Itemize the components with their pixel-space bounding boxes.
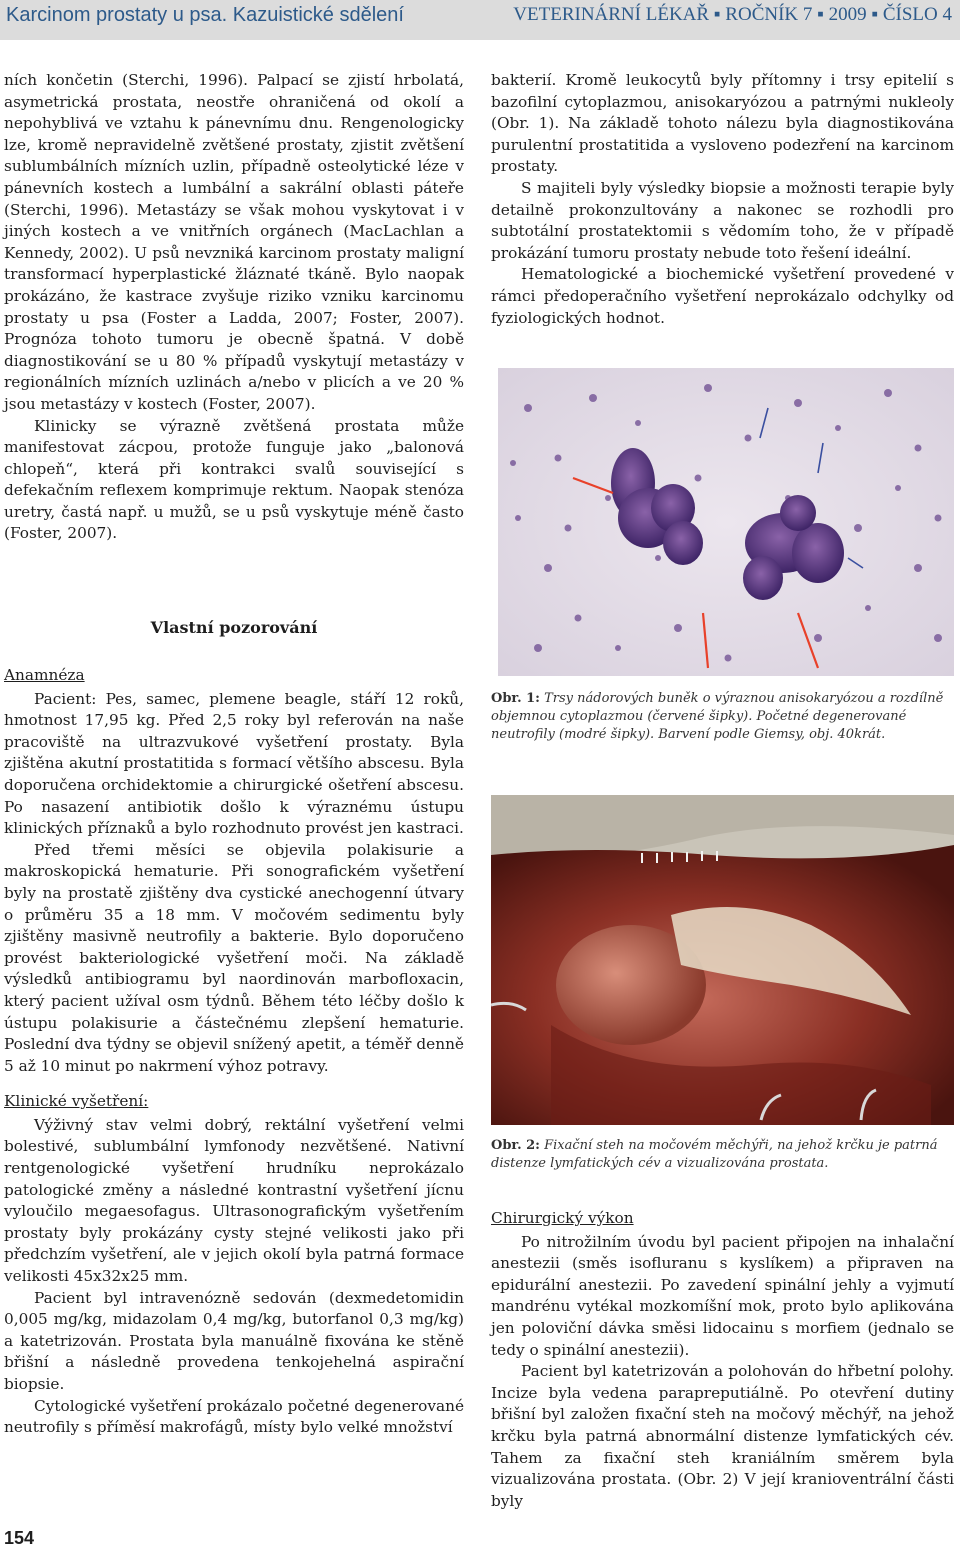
caption-label: Obr. 1: — [491, 691, 540, 706]
caption-text: Fixační steh na močovém měchýři, na jehož krčku je patrná distenze lymfatických cév a vizualizována prostata. — [491, 1138, 938, 1171]
caption-label: Obr. 2: — [491, 1138, 540, 1153]
paragraph: Před třemi měsíci se objevila polakisurie a makroskopická hematurie. Při sonografickém vyšetření byly na prostatě zjištěny dva cystické anechogenní útvary o průměru 35 a 18 mm. V močovém sedimentu byly zjištěny masivně neutrofily a bakterie. Bylo doporučeno provést bakteriologické vyšetření moči. Na základě výsledků antibiogramu byl naordinován marbofloxacin, který pacient užíval osm týdnů. Během této léčby došlo k ústupu polakisurie a částečnému zlepšení hematurie. Poslední dva týdny se objevil snížený apetit, a téměř denně 5 až 10 minut po nakrmení výhoz potravy. — [4, 840, 464, 1075]
caption-text: Trsy nádorových buněk o výraznou anisokaryózou a rozdílně objemnou cytoplazmou (červené šipky). Početné degenerované neutrofily (modré šipky). Barvení podle Giemsy, obj. 40krát. — [491, 691, 944, 742]
paragraph: Výživný stav velmi dobrý, rektální vyšetření velmi bolestivé, sublumbální lymfonody nezvětšené. Nativní rentgenologické vyšetření hrudníku neprokázalo patologické změny a následné kontrastní vyšetření jícnu vyloučilo megaesofagus. Ultrasonografickým vyšetřením prostaty byly prokázány cysty stejné velikosti jako při předchzím vyšetření, ale v jejich okolí byla patrná formace velikosti 45x32x25 mm. — [4, 1115, 464, 1286]
paragraph: Po nitrožilním úvodu byl pacient připojen na inhalační anestezii (směs isofluranu s kyslíkem) a připraven na epidurální anestezii. Po zavedení spinální jehly a vyjmutí mandrénu vytékal mozkomíšní mok, proto bylo aplikována jen poloviční dávka směsi lidocainu s morfiem (jednalo se tedy o spinální anestezii). — [491, 1232, 954, 1359]
page-number: 154 — [4, 1528, 35, 1548]
subheading-chirurgicky-vykon: Chirurgický výkon — [491, 1209, 634, 1227]
left-column-bottom — [4, 665, 464, 1439]
left-column-top — [4, 70, 464, 545]
figure-1-caption — [491, 690, 954, 744]
running-header — [0, 0, 960, 40]
header-journal-info: VETERINÁRNÍ LÉKAŘ ▪ ROČNÍK 7 ▪ 2009 ▪ ČÍSLO 4 — [513, 4, 952, 25]
subheading-klinicke: Klinické vyšetření: — [4, 1092, 149, 1111]
figure-2-caption — [491, 1137, 954, 1173]
right-column-top — [491, 70, 954, 329]
paragraph: Pacient byl intravenózně sedován (dexmedetomidin 0,005 mg/kg, midazolam 0,4 mg/kg, butorfanol 0,3 mg/kg) a katetrizován. Prostata byla manuálně fixována ke stěně břišní a následně provedena tenkojehelná aspirační biopsie. — [4, 1288, 464, 1393]
figure-surgical-photo — [491, 795, 954, 1125]
figure-cytology-micrograph — [498, 368, 954, 676]
right-column-bottom — [491, 1208, 954, 1512]
paragraph: Hematologické a biochemické vyšetření provedené v rámci předoperačního vyšetření neprokázalo odchylky od fyziologických hodnot. — [491, 265, 954, 327]
paragraph: Pacient byl katetrizován a polohován do hřbetní polohy. Incize byla vedena parapreputiálně. Po otevření dutiny břišní byl založen fixační steh na močový měchýř, na jehož krčku byla patrná abnormální distenze lymfatických cév. Tahem za fixační steh kraniálním směrem byla vizualizována prostata. (Obr. 2) V její kranioventrální části byly — [491, 1362, 954, 1510]
subheading-anamneza: Anamnéza — [4, 666, 85, 684]
section-title: Vlastní pozorování — [150, 618, 318, 637]
paragraph: Cytologické vyšetření prokázalo početné degenerované neutrofily s příměsí makrofágů, místy bylo velké množství — [4, 1396, 464, 1437]
paragraph: ních končetin (Sterchi, 1996). Palpací se zjistí hrbolatá, asymetrická prostata, neostře ohraničená od okolí a nepohyblivá ve vztahu k pánevnímu dnu. Rengenologicky lze, kromě nepravidelně zvětšené prostaty, zjistit zvětšení sublumbálních mízních uzlin, případně osteolytické léze v pánevních kostech a lumbální a sakrální oblasti páteře (Sterchi, 1996). Metastázy se však mohou vyskytovat i v jiných kostech a ve vnitřních orgánech (MacLachlan a Kennedy, 2002). U psů nevzniká karcinom prostaty maligní transformací hyperplastické žláznaté tkáně. Bylo naopak prokázáno, že kastrace zvyšuje riziko vzniku karcinomu prostaty u psa (Foster a Ladda, 2007; Foster, 2007). Prognóza tohoto tumoru je obecně špatná. V době diagnostikování se u 80 % případů vyskytují metastázy v regionálních mízních uzlinách a/nebo v plicích a ve 20 % jsou metastázy v kostech (Foster, 2007). — [4, 71, 464, 413]
paragraph: S majiteli byly výsledky biopsie a možnosti terapie byly detailně prokonzultovány a nakonec se rozhodli pro subtotální prostatektomii s vědomím toho, že v případě prokázání tumoru prostaty nebude toto řešení ideální. — [491, 178, 954, 262]
header-article-title: Karcinom prostaty u psa. Kazuistické sdělení — [6, 4, 404, 26]
paragraph: Pacient: Pes, samec, plemene beagle, stáří 12 roků, hmotnost 17,95 kg. Před 2,5 roky byl referován na naše pracoviště na ultrazvukové vyšetření prostaty. Byla zjištěna akutní prostatitida s formací většího abscesu. Byla doporučena orchidektomie a chirurgické ošetření abscesu. Po nasazení antibiotik došlo k výraznému ústupu klinických příznaků a bylo rozhodnuto provést jen kastraci. — [4, 689, 464, 838]
paragraph: Klinicky se výrazně zvětšená prostata může manifestovat zácpou, protože funguje jako „balonová chlopeň“, která při kontrakci svalů související s defekačním reflexem komprimuje rektum. Naopak stenóza uretry, častá např. u mužů, se u psů vyskytuje méně často (Foster, 2007). — [4, 416, 464, 543]
paragraph: bakterií. Kromě leukocytů byly přítomny i trsy epitelií s bazofilní cytoplazmou, anisokaryózou a patrnými nukleoly (Obr. 1). Na základě tohoto nálezu byla diagnostikována purulentní prostatitida a vysloveno podezření na karcinom prostaty. — [491, 71, 954, 176]
surgical-photo-image — [491, 795, 954, 1125]
micrograph-image — [498, 368, 954, 676]
